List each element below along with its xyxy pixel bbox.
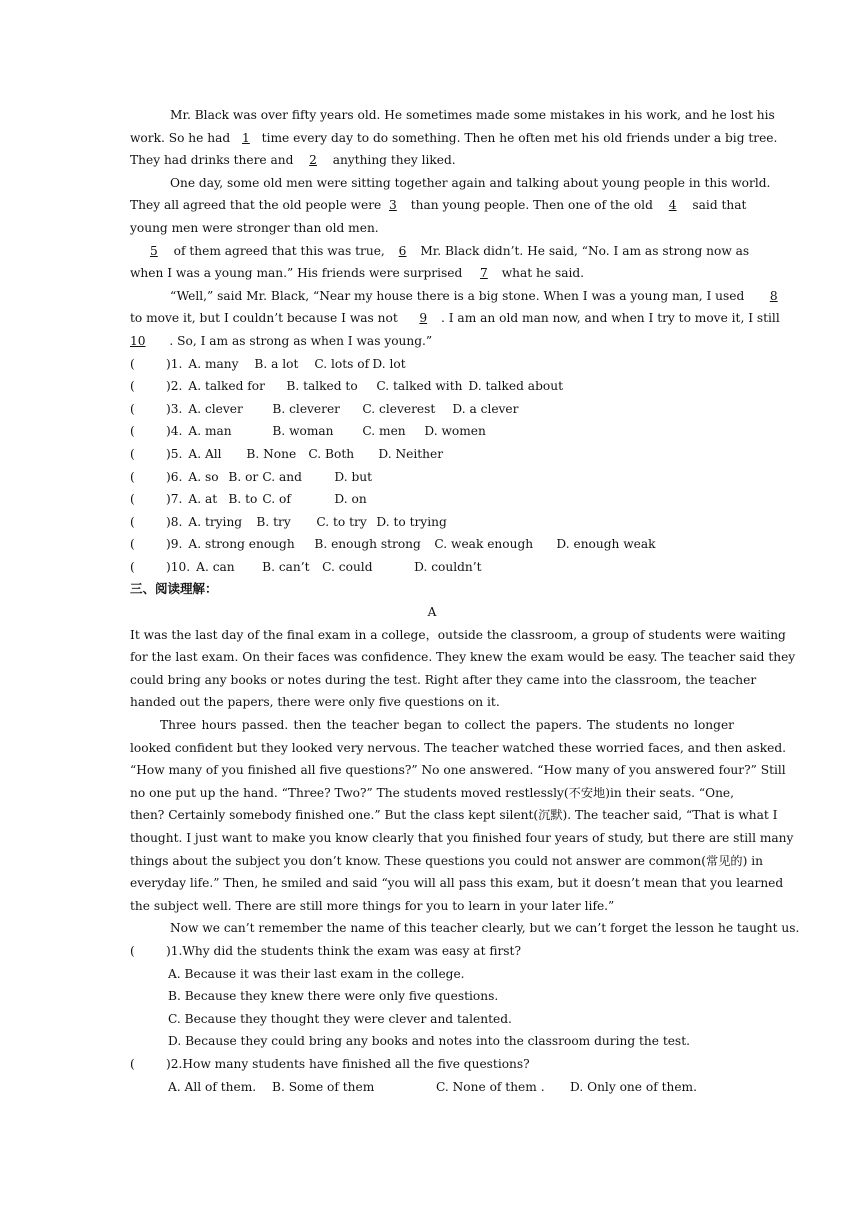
reading-line: things about the subject you don’t know. These questions you could not answer are common(常见的) in: [130, 853, 763, 868]
question-stem: )2.How many students have finished all the five questions?: [166, 1056, 530, 1071]
cloze-line: 10 . So, I am as strong as when I was young.”: [130, 330, 734, 353]
option: D. Because they could bring any books and notes into the classroom during the test.: [168, 1034, 690, 1049]
cloze-question-7: [130, 488, 734, 511]
option: C. talked with: [376, 379, 463, 394]
option: B. woman: [272, 424, 334, 439]
cloze-line: One day, some old men were sitting together again and talking about young people in this world.: [170, 175, 771, 190]
option: A. strong enough: [188, 537, 295, 552]
option: B. try: [256, 514, 291, 529]
reading-line: no one put up the hand. “Three? Two?” The students moved restlessly(不安地)in their seats. “One,: [130, 785, 734, 800]
reading-questions: [130, 940, 734, 1098]
answer-paren[interactable]: (: [130, 514, 135, 529]
option: D. Neither: [378, 446, 444, 461]
cloze-question-6: [130, 466, 734, 489]
options-row: [130, 1076, 734, 1099]
blank-4: 4: [668, 198, 677, 213]
question-number: )9.: [166, 537, 183, 552]
reading-line: for the last exam. On their faces was confidence. They knew the exam would be easy. The teacher said they: [130, 650, 796, 665]
option: B. Some of them: [272, 1079, 375, 1094]
reading-question-1: [130, 940, 734, 963]
answer-paren[interactable]: (: [130, 379, 135, 394]
cloze-line: They had drinks there and 2 anything they liked.: [130, 149, 734, 172]
option: B. Because they knew there were only five questions.: [168, 989, 499, 1004]
question-stem: )1.Why did the students think the exam was easy at first?: [166, 943, 521, 958]
option: C. Because they thought they were clever and talented.: [168, 1011, 512, 1026]
question-number: )8.: [166, 514, 183, 529]
option: D. Only one of them.: [570, 1079, 697, 1094]
answer-paren[interactable]: (: [130, 492, 135, 507]
option: A. talked for: [188, 379, 265, 394]
cloze-questions: [130, 353, 734, 579]
reading-question-2: [130, 1053, 734, 1076]
cloze-line: young men were stronger than old men.: [130, 220, 379, 235]
worksheet-page: [130, 104, 800, 1098]
cloze-question-9: [130, 533, 734, 556]
cloze-line: Mr. Black was over fifty years old. He sometimes made some mistakes in his work, and he lost his: [170, 108, 775, 122]
answer-paren[interactable]: (: [130, 1056, 135, 1071]
blank-5: 5: [150, 243, 158, 258]
option: C. Both: [308, 446, 355, 461]
option: D. enough weak: [556, 537, 656, 552]
reading-line: everyday life.” Then, he smiled and said “you will all pass this exam, but it doesn’t mean that you learned: [130, 876, 784, 891]
option: D. couldn’t: [414, 559, 482, 574]
option: A. All of them.: [168, 1079, 257, 1094]
blank-10: 10: [130, 333, 146, 348]
option: A. All: [188, 446, 222, 461]
reading-line: could bring any books or notes during the test. Right after they came into the classroom, the teacher: [130, 672, 757, 687]
blank-7: 7: [480, 266, 488, 281]
reading-line: handed out the papers, there were only five questions on it.: [130, 695, 500, 710]
passage-label: A: [427, 605, 437, 620]
question-number: )10.: [166, 559, 191, 574]
cloze-line: to move it, but I couldn’t because I was not 9 . I am an old man now, and when I try to move it, I still: [130, 307, 734, 330]
cloze-question-3: [130, 398, 734, 421]
question-number: )1.: [166, 356, 183, 371]
option: D. to trying: [376, 514, 447, 529]
option: B. enough strong: [314, 537, 421, 552]
question-number: )7.: [166, 492, 183, 507]
option: A. can: [196, 559, 235, 574]
answer-paren[interactable]: (: [130, 943, 135, 958]
cloze-line: 5 of them agreed that this was true, 6 Mr. Black didn’t. He said, “No. I am as strong now as: [130, 240, 734, 263]
question-number: )4.: [166, 424, 183, 439]
option: B. talked to: [286, 379, 358, 394]
question-number: )5.: [166, 446, 183, 461]
reading-line: thought. I just want to make you know clearly that you finished four years of study, but there are still many: [130, 831, 794, 845]
cloze-question-1: [130, 353, 734, 376]
option: A. Because it was their last exam in the college.: [168, 966, 465, 981]
option: B. can’t: [262, 559, 310, 574]
option: C. cleverest: [362, 401, 436, 416]
reading-line: looked confident but they looked very nervous. The teacher watched these worried faces, and then asked.: [130, 740, 787, 755]
option: C. weak enough: [434, 537, 534, 552]
reading-line: Three hours passed. then the teacher began to collect the papers. The students no longer: [160, 718, 734, 733]
option: D. on: [334, 492, 367, 507]
question-number: )6.: [166, 469, 183, 484]
answer-paren[interactable]: (: [130, 559, 135, 574]
option: C. men: [362, 424, 406, 439]
option: C. None of them .: [436, 1079, 545, 1094]
cloze-line: “Well,” said Mr. Black, “Near my house there is a big stone. When I was a young man, I used 8: [130, 285, 734, 308]
blank-1: 1: [242, 130, 250, 145]
answer-paren[interactable]: (: [130, 537, 135, 552]
option: B. to: [228, 492, 258, 507]
cloze-question-5: [130, 443, 734, 466]
cloze-passage: [130, 104, 780, 353]
reading-passage: [130, 624, 800, 940]
cloze-question-4: [130, 420, 734, 443]
option: D. women: [424, 424, 486, 439]
answer-paren[interactable]: (: [130, 469, 135, 484]
cloze-question-2: [130, 375, 734, 398]
reading-line: the subject well. There are still more things for you to learn in your later life.”: [130, 898, 615, 913]
option: A. man: [188, 424, 232, 439]
cloze-line: They all agreed that the old people were 3 than young people. Then one of the old 4 said that: [130, 194, 734, 217]
option: D. but: [334, 469, 373, 484]
option: C. lots of: [314, 356, 370, 371]
answer-paren[interactable]: (: [130, 401, 135, 416]
cloze-line: when I was a young man.” His friends were surprised 7 what he said.: [130, 262, 734, 285]
option: D. lot: [372, 356, 406, 371]
option: A. many: [188, 356, 239, 371]
blank-8: 8: [769, 288, 778, 303]
option: D. talked about: [468, 379, 563, 394]
option: C. could: [322, 559, 373, 574]
option: C. to try: [316, 514, 367, 529]
option: C. and: [262, 469, 302, 484]
option: C. of: [262, 492, 291, 507]
cloze-question-8: [130, 511, 734, 534]
reading-line: “How many of you finished all five questions?” No one answered. “How many of you answered four?” Still: [130, 763, 786, 778]
option: A. so: [188, 469, 219, 484]
cloze-line: work. So he had 1 time every day to do something. Then he often met his old friends under a big tree.: [130, 127, 734, 150]
option: B. cleverer: [272, 401, 340, 416]
option: B. a lot: [254, 356, 299, 371]
question-number: )2.: [166, 379, 183, 394]
blank-2: 2: [309, 153, 317, 168]
option: A. clever: [188, 401, 243, 416]
blank-9: 9: [419, 311, 428, 326]
option: A. at: [188, 492, 218, 507]
option: D. a clever: [452, 401, 519, 416]
section-heading: 三、阅读理解：: [130, 581, 218, 597]
option: B. None: [246, 446, 297, 461]
blank-3: 3: [388, 198, 397, 213]
blank-6: 6: [398, 243, 407, 258]
answer-paren[interactable]: (: [130, 356, 135, 371]
cloze-question-10: [130, 556, 734, 579]
reading-line: It was the last day of the final exam in a college，outside the classroom, a group of students were waiting: [130, 627, 786, 642]
answer-paren[interactable]: (: [130, 424, 135, 439]
question-number: )3.: [166, 401, 183, 416]
option: B. or: [228, 469, 259, 484]
reading-line: Now we can’t remember the name of this teacher clearly, but we can’t forget the lesson he taught us.: [170, 921, 800, 936]
answer-paren[interactable]: (: [130, 446, 135, 461]
option: A. trying: [188, 514, 243, 529]
reading-line: then? Certainly somebody finished one.” But the class kept silent(沉默). The teacher said, “That is what I: [130, 808, 778, 823]
